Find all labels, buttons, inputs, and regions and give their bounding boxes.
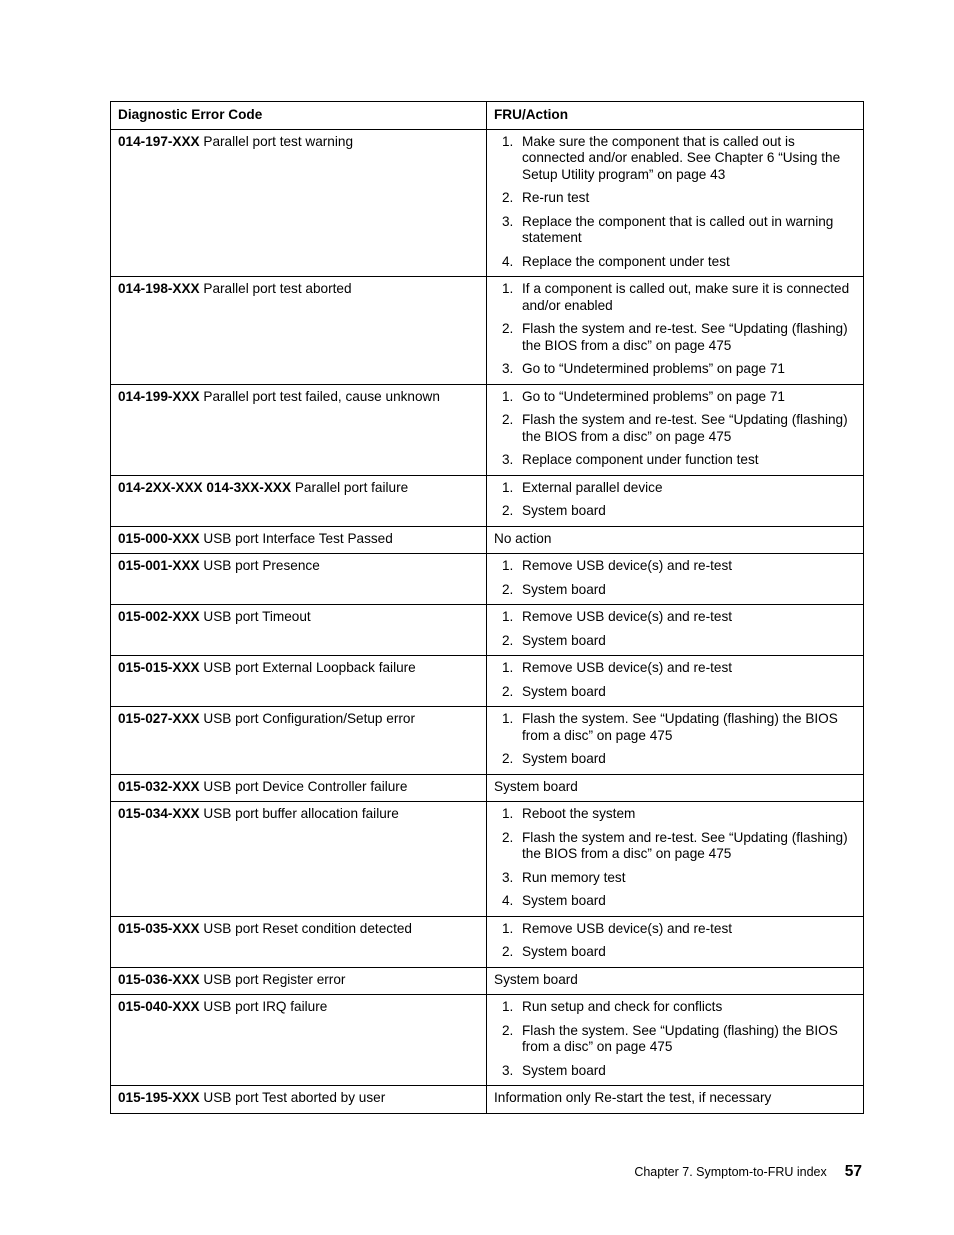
error-code: 015-015-XXX [118, 660, 200, 675]
action-number: 2. [502, 683, 514, 699]
table-row [111, 129, 864, 277]
error-code: 015-001-XXX [118, 558, 200, 573]
action-number: 2. [502, 503, 514, 518]
action-text: Remove USB device(s) and re-test [522, 660, 733, 675]
action-text: No action [494, 530, 552, 546]
error-code-cell [111, 475, 487, 526]
fru-action-cell [487, 605, 864, 656]
action-text: Remove USB device(s) and re-test [522, 920, 733, 936]
action-item [494, 281, 856, 314]
error-code-cell [111, 554, 487, 605]
action-item [494, 660, 856, 677]
fru-action-cell [487, 475, 864, 526]
action-text: Remove USB device(s) and re-test [522, 558, 733, 573]
action-number: 1. [502, 711, 514, 726]
table-row [111, 554, 864, 605]
table-body [111, 129, 864, 1113]
error-code-cell [111, 605, 487, 656]
error-code: 015-034-XXX [118, 806, 200, 821]
action-item [494, 452, 856, 469]
action-number: 3. [502, 452, 514, 467]
table-row [111, 1086, 864, 1114]
action-list [494, 806, 856, 910]
action-number: 4. [502, 253, 514, 269]
action-text: Go to “Undetermined problems” on page 71 [522, 388, 785, 404]
fru-action-cell [487, 967, 864, 995]
error-description: Parallel port failure [291, 479, 409, 495]
action-number: 1. [502, 660, 514, 675]
action-number: 1. [502, 609, 514, 624]
error-code-cell [111, 277, 487, 385]
fru-action-cell [487, 1086, 864, 1114]
error-code: 014-199-XXX [118, 388, 200, 404]
error-code: 015-027-XXX [118, 711, 200, 726]
error-description: Parallel port test warning [199, 133, 354, 149]
action-text: If a component is called out, make sure it is connected and/or enabled [522, 281, 850, 313]
action-text: Replace the component that is called out in warning statement [522, 213, 834, 245]
action-text: Replace component under function test [522, 452, 759, 467]
action-item [494, 480, 856, 497]
action-item [494, 609, 856, 626]
fru-action-cell [487, 774, 864, 802]
action-text: Run setup and check for conflicts [522, 999, 723, 1014]
action-number: 1. [502, 479, 514, 495]
table-row [111, 707, 864, 775]
action-text: Replace the component under test [522, 253, 730, 269]
error-description: USB port buffer allocation failure [199, 806, 399, 821]
error-description: USB port Timeout [199, 609, 311, 624]
error-code-cell [111, 129, 487, 277]
action-number: 3. [502, 869, 514, 885]
fru-action-cell [487, 384, 864, 475]
error-code-cell [111, 916, 487, 967]
fru-action-cell [487, 802, 864, 917]
error-code: 014-197-XXX [118, 133, 200, 149]
action-text: Flash the system and re-test. See “Updating (flashing) the BIOS from a disc” on page 475 [522, 412, 848, 444]
table-row [111, 526, 864, 554]
chapter-title: Chapter 7. Symptom-to-FRU index [634, 1165, 827, 1179]
action-list [494, 660, 856, 700]
action-list [494, 281, 856, 378]
action-text: Re-run test [522, 190, 590, 205]
action-item [494, 361, 856, 378]
error-code: 015-032-XXX [118, 778, 200, 794]
action-text: Information only Re-start the test, if necessary [494, 1090, 772, 1105]
column-header-fru-action: FRU/Action [487, 102, 864, 130]
action-number: 2. [502, 944, 514, 959]
action-number: 4. [502, 893, 514, 908]
error-code: 015-040-XXX [118, 999, 200, 1014]
error-code: 014-2XX-XXX 014-3XX-XXX [118, 479, 292, 495]
action-item [494, 558, 856, 575]
action-text: System board [522, 503, 606, 518]
page-number: 57 [844, 1163, 862, 1180]
table-row [111, 475, 864, 526]
table-row [111, 277, 864, 385]
action-item [494, 582, 856, 599]
error-description: USB port Configuration/Setup error [199, 711, 415, 726]
action-number: 3. [502, 1062, 514, 1078]
action-text: Run memory test [522, 869, 626, 885]
action-list [494, 389, 856, 469]
action-text: Remove USB device(s) and re-test [522, 609, 733, 624]
action-text: Reboot the system [522, 806, 636, 821]
action-item [494, 190, 856, 207]
action-list [494, 134, 856, 271]
table-header-row [111, 102, 864, 130]
action-text: System board [522, 1062, 606, 1078]
error-description: USB port Register error [199, 971, 346, 987]
error-code-cell [111, 656, 487, 707]
error-description: USB port Presence [199, 558, 320, 573]
action-item [494, 921, 856, 938]
table-row [111, 605, 864, 656]
action-number: 1. [502, 388, 514, 404]
table-row [111, 995, 864, 1086]
error-code-cell [111, 1086, 487, 1114]
fru-action-cell [487, 656, 864, 707]
error-description: USB port External Loopback failure [199, 660, 416, 675]
error-description: Parallel port test aborted [199, 281, 352, 296]
action-item [494, 503, 856, 520]
table-row [111, 916, 864, 967]
error-code: 015-002-XXX [118, 609, 200, 624]
error-code: 015-195-XXX [118, 1090, 200, 1105]
fru-action-cell [487, 129, 864, 277]
fru-action-cell [487, 526, 864, 554]
error-description: USB port Reset condition detected [199, 920, 412, 936]
error-code: 015-000-XXX [118, 530, 200, 546]
action-text: System board [494, 971, 578, 987]
action-number: 1. [502, 558, 514, 573]
action-text: Flash the system and re-test. See “Updating (flashing) the BIOS from a disc” on page 475 [522, 829, 848, 861]
action-text: Flash the system. See “Updating (flashing) the BIOS from a disc” on page 475 [522, 1022, 838, 1054]
error-code: 015-035-XXX [118, 920, 200, 936]
action-item [494, 1063, 856, 1080]
error-description: USB port Interface Test Passed [199, 530, 393, 546]
action-text: Flash the system. See “Updating (flashing) the BIOS from a disc” on page 475 [522, 711, 838, 743]
action-text: System board [522, 893, 606, 908]
action-item [494, 134, 856, 184]
action-list [494, 609, 856, 649]
error-description: Parallel port test failed, cause unknown [199, 388, 440, 404]
column-header-code: Diagnostic Error Code [111, 102, 487, 130]
action-number: 2. [502, 412, 514, 427]
page-footer [634, 1163, 862, 1181]
fru-action-cell [487, 995, 864, 1086]
action-number: 3. [502, 361, 514, 376]
table-row [111, 384, 864, 475]
fru-action-cell [487, 916, 864, 967]
action-item [494, 1023, 856, 1056]
action-text: System board [522, 683, 606, 699]
error-description: USB port IRQ failure [199, 999, 328, 1014]
error-code-cell [111, 774, 487, 802]
action-item [494, 806, 856, 823]
error-code-cell [111, 995, 487, 1086]
table-row [111, 656, 864, 707]
action-text: Make sure the component that is called out is connected and/or enabled. See Chapter 6 “Using the Setup Utility program” on page 43 [522, 133, 841, 182]
action-text: System board [522, 751, 606, 766]
action-item [494, 684, 856, 701]
action-item [494, 412, 856, 445]
action-item [494, 389, 856, 406]
table-row [111, 774, 864, 802]
action-list [494, 999, 856, 1079]
action-number: 2. [502, 829, 514, 845]
error-description: USB port Test aborted by user [199, 1090, 386, 1105]
action-item [494, 321, 856, 354]
error-code-cell [111, 526, 487, 554]
action-number: 1. [502, 999, 514, 1014]
action-text: Flash the system and re-test. See “Updating (flashing) the BIOS from a disc” on page 475 [522, 321, 848, 353]
action-number: 1. [502, 133, 514, 149]
action-item [494, 214, 856, 247]
error-code: 015-036-XXX [118, 971, 200, 987]
action-number: 1. [502, 806, 514, 821]
action-list [494, 480, 856, 520]
action-text: External parallel device [522, 479, 663, 495]
action-number: 2. [502, 751, 514, 766]
action-text: System board [522, 944, 606, 959]
diagnostic-error-table [110, 101, 864, 1114]
action-number: 1. [502, 920, 514, 936]
action-item [494, 633, 856, 650]
action-list [494, 921, 856, 961]
table-row [111, 967, 864, 995]
action-text: System board [494, 778, 578, 794]
error-code-cell [111, 967, 487, 995]
error-code-cell [111, 707, 487, 775]
action-item [494, 254, 856, 271]
error-code-cell [111, 802, 487, 917]
action-item [494, 893, 856, 910]
action-number: 2. [502, 321, 514, 336]
action-number: 2. [502, 1022, 514, 1038]
fru-action-cell [487, 277, 864, 385]
action-list [494, 711, 856, 768]
action-number: 2. [502, 190, 514, 205]
action-text: Go to “Undetermined problems” on page 71 [522, 361, 785, 376]
action-number: 2. [502, 632, 514, 648]
action-number: 3. [502, 213, 514, 229]
error-code: 014-198-XXX [118, 281, 200, 296]
action-item [494, 870, 856, 887]
fru-action-cell [487, 707, 864, 775]
action-item [494, 999, 856, 1016]
action-item [494, 944, 856, 961]
action-number: 2. [502, 581, 514, 597]
error-description: USB port Device Controller failure [199, 778, 408, 794]
action-list [494, 558, 856, 598]
error-code-cell [111, 384, 487, 475]
action-text: System board [522, 581, 606, 597]
action-item [494, 711, 856, 744]
fru-action-cell [487, 554, 864, 605]
action-item [494, 751, 856, 768]
action-number: 1. [502, 281, 514, 296]
action-item [494, 830, 856, 863]
table-row [111, 802, 864, 917]
action-text: System board [522, 632, 606, 648]
